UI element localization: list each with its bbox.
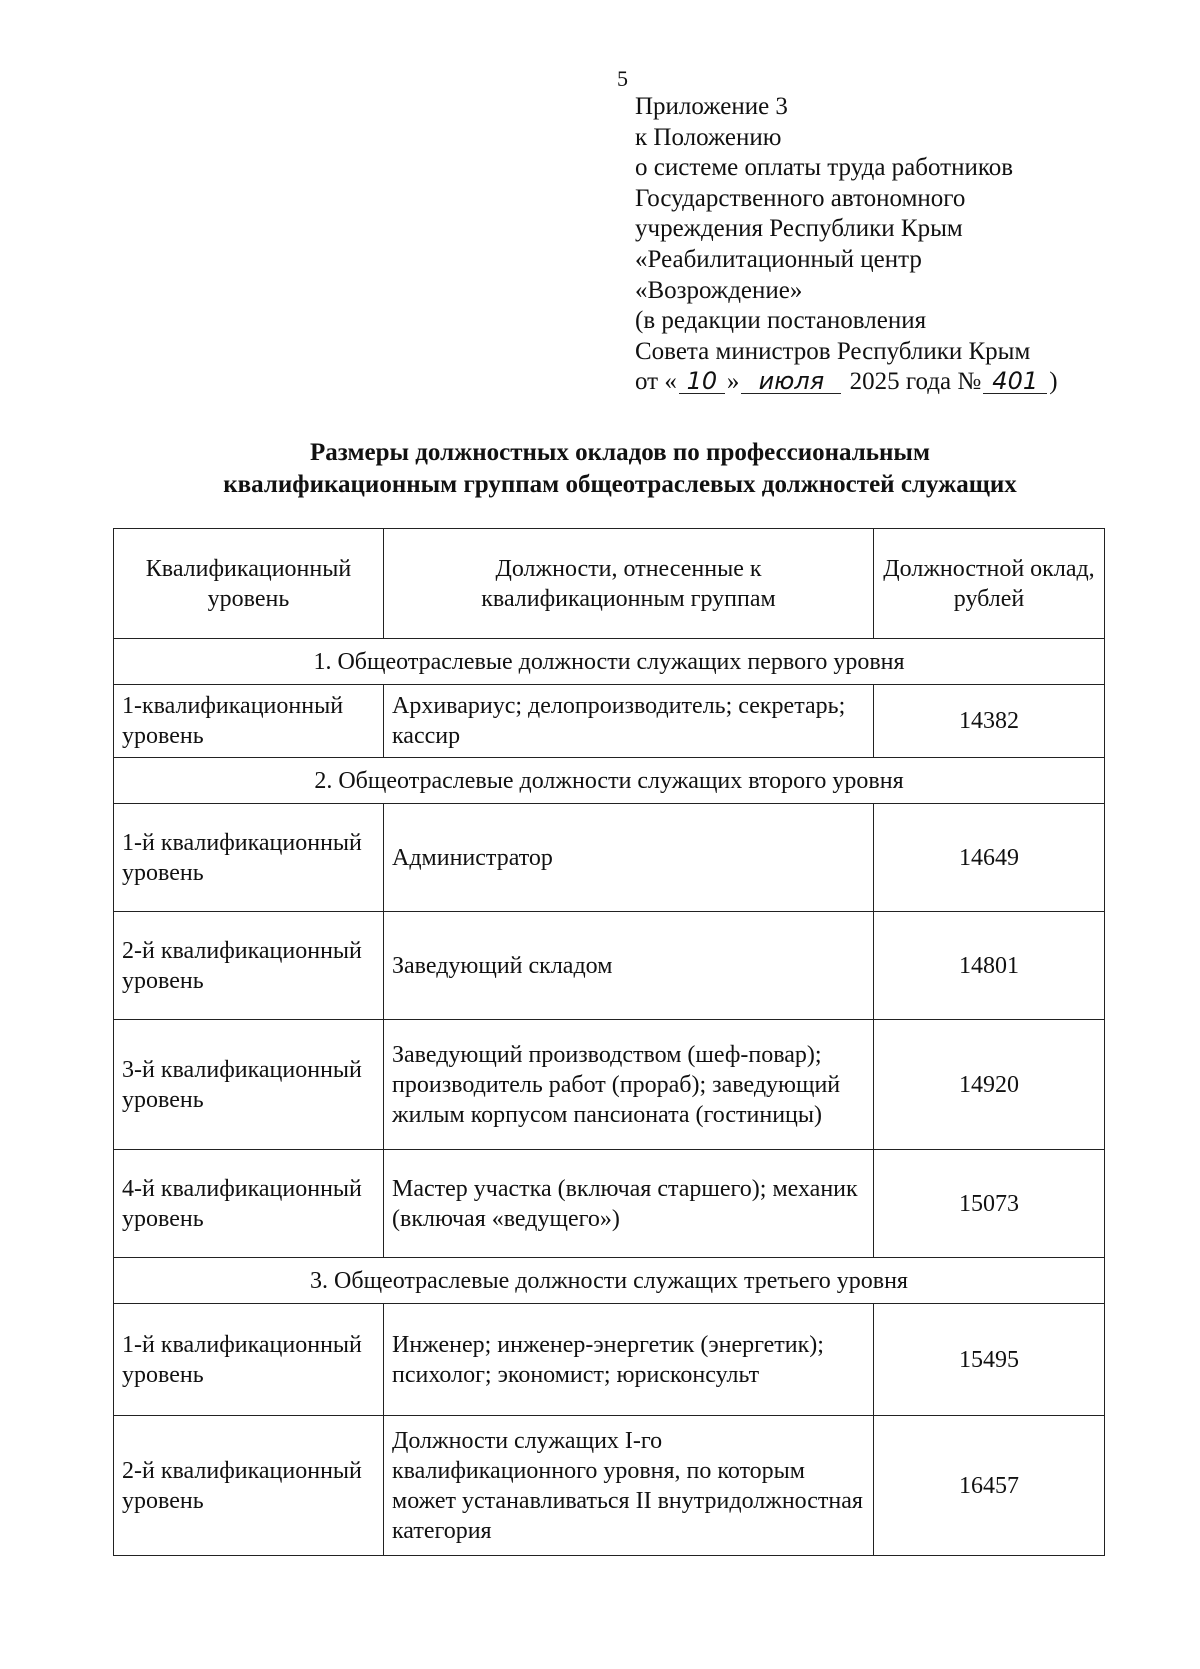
- title-line-1: Размеры должностных окладов по профессиональным: [310, 439, 930, 466]
- appendix-block: [635, 92, 1058, 398]
- cell-level: 1-й квалификационный уровень: [114, 804, 384, 912]
- cell-level: 2-й квалификационный уровень: [114, 912, 384, 1020]
- document-title: [0, 437, 1200, 501]
- cell-level: 4-й квалификационный уровень: [114, 1150, 384, 1258]
- appendix-line: Государственного автономного: [635, 184, 966, 212]
- cell-posts: Заведующий складом: [384, 912, 874, 1020]
- cell-salary: 14649: [874, 804, 1105, 912]
- group-title: 1. Общеотраслевые должности служащих первого уровня: [114, 639, 1105, 685]
- table-row: [114, 1304, 1105, 1416]
- group-title: 3. Общеотраслевые должности служащих третьего уровня: [114, 1258, 1105, 1304]
- appendix-line: Совета министров Республики Крым: [635, 337, 1031, 365]
- cell-salary: 14801: [874, 912, 1105, 1020]
- cell-level: 3-й квалификационный уровень: [114, 1020, 384, 1150]
- table-row: [114, 1416, 1105, 1556]
- table-row: [114, 912, 1105, 1020]
- cell-posts: Архивариус; делопроизводитель; секретарь; кассир: [384, 685, 874, 758]
- cell-salary: 16457: [874, 1416, 1105, 1556]
- group-row: [114, 639, 1105, 685]
- header-posts: Должности, отнесенные к квалификационным группам: [384, 529, 874, 639]
- cell-salary: 14920: [874, 1020, 1105, 1150]
- cell-salary: 15495: [874, 1304, 1105, 1416]
- cell-posts: Должности служащих I-го квалификационного уровня, по которым может устанавливаться II внутридолжностная категория: [384, 1416, 874, 1556]
- header-level: Квалификационный уровень: [114, 529, 384, 639]
- appendix-line: «Возрождение»: [635, 276, 803, 304]
- date-year: 2025 года №: [849, 368, 982, 396]
- appendix-date-line: [635, 367, 1058, 398]
- table-row: [114, 804, 1105, 912]
- cell-posts: Администратор: [384, 804, 874, 912]
- date-suffix: ): [1049, 368, 1058, 396]
- appendix-line: Приложение 3: [635, 93, 788, 120]
- page-number: 5: [617, 66, 628, 91]
- appendix-line: учреждения Республики Крым: [635, 215, 963, 243]
- handwritten-day: 10: [679, 369, 725, 394]
- cell-posts: Заведующий производством (шеф-повар); производитель работ (прораб); заведующий жилым корпусом пансионата (гостиницы): [384, 1020, 874, 1150]
- table-row: [114, 1150, 1105, 1258]
- header-salary: Должностной оклад, рублей: [874, 529, 1105, 639]
- appendix-line: о системе оплаты труда работников: [635, 154, 1014, 182]
- date-prefix: от «: [635, 368, 677, 396]
- title-line-2: квалификационным группам общеотраслевых должностей служащих: [223, 471, 1017, 498]
- cell-posts: Инженер; инженер-энергетик (энергетик); психолог; экономист; юрисконсульт: [384, 1304, 874, 1416]
- table-row: [114, 1020, 1105, 1150]
- handwritten-month: июля: [741, 369, 841, 394]
- table-header-row: [114, 529, 1105, 639]
- appendix-line: (в редакции постановления: [635, 307, 927, 335]
- appendix-line: к Положению: [635, 123, 782, 151]
- group-title: 2. Общеотраслевые должности служащих второго уровня: [114, 758, 1105, 804]
- handwritten-doc-number: 401: [983, 369, 1047, 394]
- cell-level: 1-й квалификационный уровень: [114, 1304, 384, 1416]
- cell-level: 1-квалификационный уровень: [114, 685, 384, 758]
- date-mid: »: [726, 368, 740, 396]
- group-row: [114, 758, 1105, 804]
- group-row: [114, 1258, 1105, 1304]
- cell-salary: 14382: [874, 685, 1105, 758]
- table-row: [114, 685, 1105, 758]
- salary-table: [113, 528, 1105, 1556]
- cell-posts: Мастер участка (включая старшего); механик (включая «ведущего»): [384, 1150, 874, 1258]
- cell-level: 2-й квалификационный уровень: [114, 1416, 384, 1556]
- cell-salary: 15073: [874, 1150, 1105, 1258]
- appendix-line: «Реабилитационный центр: [635, 245, 922, 273]
